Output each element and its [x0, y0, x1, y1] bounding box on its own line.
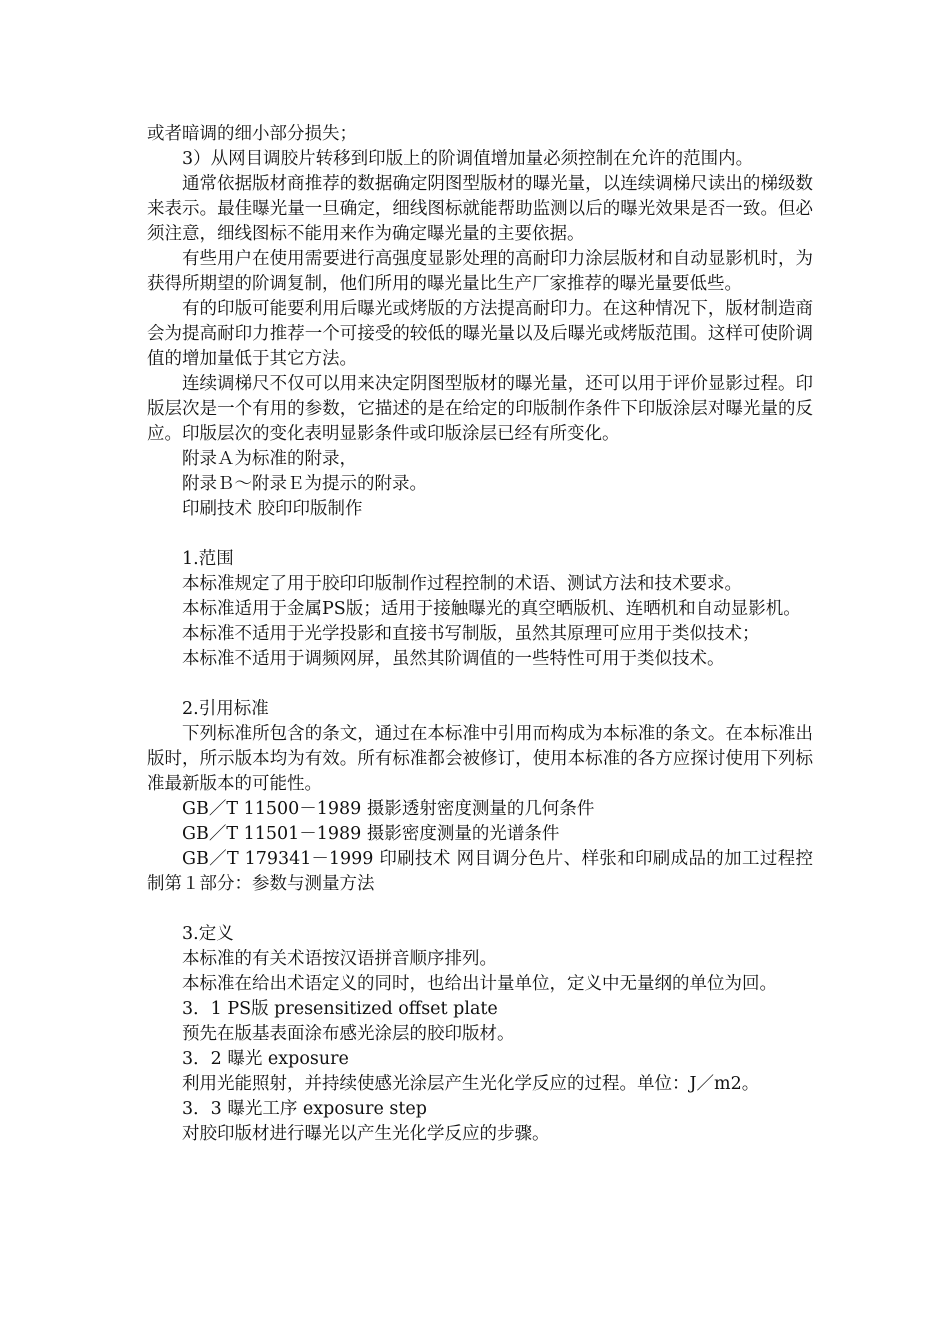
paragraph: 通常依据版材商推荐的数据确定阴图型版材的曝光量，以连续调梯尺读出的梯级数来表示。最佳曝光量一旦确定，细线图标就能帮助监测以后的曝光效果是否一致。但必须注意，细线图标不能用来作为确定曝光量的主要依据。 — [147, 174, 813, 244]
section-heading: 2.引用标准 — [182, 699, 269, 719]
appendix-note: 附录Ｂ～附录Ｅ为提示的附录。 — [182, 474, 427, 494]
paragraph: 本标准不适用于调频网屏，虽然其阶调值的一些特性可用于类似技术。 — [182, 649, 725, 669]
paragraph: 本标准规定了用于胶印印版制作过程控制的术语、测试方法和技术要求。 — [182, 574, 742, 594]
term-heading: 3．3 曝光工序 exposure step — [182, 1099, 427, 1119]
term-heading: 3．1 PS版 presensitized offset plate — [182, 999, 498, 1019]
section-heading: 1.范围 — [182, 549, 234, 569]
term-heading: 3．2 曝光 exposure — [182, 1049, 349, 1069]
paragraph: 有些用户在使用需要进行高强度显影处理的高耐印力涂层版材和自动显影机时，为获得所期望的阶调复制，他们所用的曝光量比生产厂家推荐的曝光量要低些。 — [147, 249, 813, 294]
paragraph: 有的印版可能要利用后曝光或烤版的方法提高耐印力。在这种情况下，版材制造商会为提高耐印力推荐一个可接受的较低的曝光量以及后曝光或烤版范围。这样可使阶调值的增加量低于其它方法。 — [147, 299, 813, 369]
paragraph: 连续调梯尺不仅可以用来决定阴图型版材的曝光量，还可以用于评价显影过程。印版层次是一个有用的参数，它描述的是在给定的印版制作条件下印版涂层对曝光量的反应。印版层次的变化表明显影条件或印版涂层已经有所变化。 — [147, 374, 813, 444]
standard-title: 印刷技术 胶印印版制作 — [182, 499, 363, 519]
section-heading: 3.定义 — [182, 924, 234, 944]
reference-item: GB／T 179341－1999 印刷技术 网目调分色片、样张和印刷成品的加工过程控制第１部分：参数与测量方法 — [147, 849, 813, 894]
blank-line — [147, 897, 813, 922]
appendix-note: 附录Ａ为标准的附录， — [182, 449, 357, 469]
blank-line — [147, 522, 813, 547]
document-body — [147, 122, 813, 1147]
paragraph: 本标准适用于金属PS版；适用于接触曝光的真空晒版机、连晒机和自动显影机。 — [182, 599, 801, 619]
term-definition: 对胶印版材进行曝光以产生光化学反应的步骤。 — [182, 1124, 550, 1144]
paragraph: 本标准不适用于光学投影和直接书写制版，虽然其原理可应用于类似技术； — [182, 624, 760, 644]
term-definition: 预先在版基表面涂布感光涂层的胶印版材。 — [182, 1024, 515, 1044]
reference-item: GB／T 11501－1989 摄影密度测量的光谱条件 — [182, 824, 560, 844]
paragraph: 或者暗调的细小部分损失； — [147, 124, 357, 144]
paragraph: 本标准在给出术语定义的同时，也给出计量单位，定义中无量纲的单位为回。 — [182, 974, 777, 994]
paragraph: 下列标准所包含的条文，通过在本标准中引用而构成为本标准的条文。在本标准出版时，所示版本均为有效。所有标准都会被修订，使用本标准的各方应探讨使用下列标准最新版本的可能性。 — [147, 724, 813, 794]
paragraph: 本标准的有关术语按汉语拼音顺序排列。 — [182, 949, 497, 969]
blank-line — [147, 672, 813, 697]
reference-item: GB／T 11500－1989 摄影透射密度测量的几何条件 — [182, 799, 595, 819]
paragraph: 3）从网目调胶片转移到印版上的阶调值增加量必须控制在允许的范围内。 — [182, 149, 754, 169]
term-definition: 利用光能照射，并持续使感光涂层产生光化学反应的过程。单位：J／m2。 — [182, 1074, 760, 1094]
